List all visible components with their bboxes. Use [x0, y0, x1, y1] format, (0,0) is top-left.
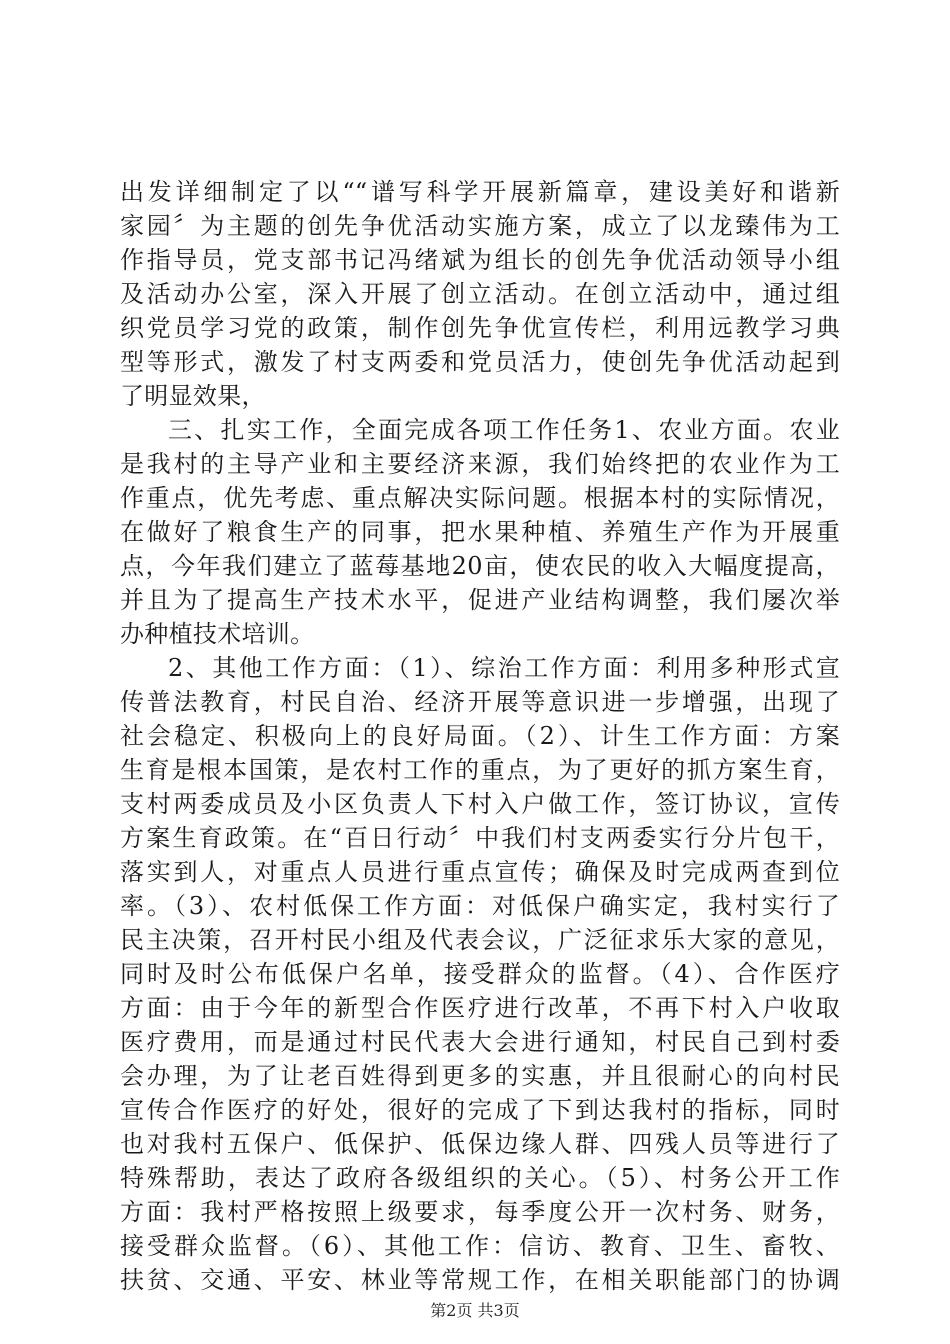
text-line: 方面：由于今年的新型合作医疗进行改革，不再下村入户收取 [120, 994, 840, 1022]
text-line: 点，今年我们建立了蓝莓基地20亩，使农民的收入大幅度提高， [120, 552, 840, 580]
text-line: 方案生育政策。在“百日行动〞中我们村支两委实行分片包干， [120, 824, 840, 852]
page-number-footer: 第2页 共3页 [430, 1301, 520, 1320]
text-line: 落实到人，对重点人员进行重点宣传；确保及时完成两查到位 [120, 858, 840, 886]
text-line: 率。（3）、农村低保工作方面：对低保户确实定，我村实行了 [120, 892, 840, 920]
text-line: 传普法教育，村民自治、经济开展等意识进一步增强，出现了 [120, 688, 840, 716]
text-line: 出发详细制定了以““谱写科学开展新篇章，建设美好和谐新 [120, 178, 840, 206]
paragraph-start-line: 2、其他工作方面：（1）、综治工作方面：利用多种形式宣 [168, 654, 840, 682]
text-line: 及活动办公室，深入开展了创立活动。在创立活动中，通过组 [120, 280, 840, 308]
text-line: 家园〞为主题的创先争优活动实施方案，成立了以龙臻伟为工 [120, 212, 840, 240]
text-line: 社会稳定、积极向上的良好局面。（2）、计生工作方面：方案 [120, 722, 840, 750]
paragraph-start-line: 三、扎实工作，全面完成各项工作任务1、农业方面。农业 [168, 416, 840, 444]
text-line: 医疗费用，而是通过村民代表大会进行通知，村民自己到村委 [120, 1028, 840, 1056]
text-line: 扶贫、交通、平安、林业等常规工作，在相关职能部门的协调 [120, 1266, 840, 1294]
text-line: 作指导员，党支部书记冯绪斌为组长的创先争优活动领导小组 [120, 246, 840, 274]
text-line: 会办理，为了让老百姓得到更多的实惠，并且很耐心的向村民 [120, 1062, 840, 1090]
text-line: 接受群众监督。（6）、其他工作：信访、教育、卫生、畜牧、 [120, 1232, 840, 1260]
text-line: 办种植技术培训。 [120, 620, 315, 648]
text-line: 并且为了提高生产技术水平，促进产业结构调整，我们屡次举 [120, 586, 840, 614]
text-line: 同时及时公布低保户名单，接受群众的监督。（4）、合作医疗 [120, 960, 840, 988]
text-line: 特殊帮助，表达了政府各级组织的关心。（5）、村务公开工作 [120, 1164, 840, 1192]
text-line: 也对我村五保户、低保护、低保边缘人群、四残人员等进行了 [120, 1130, 840, 1158]
text-line: 生育是根本国策，是农村工作的重点，为了更好的抓方案生育， [120, 756, 840, 784]
text-line: 方面：我村严格按照上级要求，每季度公开一次村务、财务， [120, 1198, 840, 1226]
text-line: 作重点，优先考虑、重点解决实际问题。根据本村的实际情况， [120, 484, 840, 512]
text-line: 在做好了粮食生产的同事，把水果种植、养殖生产作为开展重 [120, 518, 840, 546]
text-line: 型等形式，激发了村支两委和党员活力，使创先争优活动起到 [120, 348, 840, 376]
text-line: 是我村的主导产业和主要经济来源，我们始终把的农业作为工 [120, 450, 840, 478]
text-line: 支村两委成员及小区负责人下村入户做工作，签订协议，宣传 [120, 790, 840, 818]
text-line: 民主决策，召开村民小组及代表会议，广泛征求乐大家的意见， [120, 926, 840, 954]
text-line: 宣传合作医疗的好处，很好的完成了下到达我村的指标，同时 [120, 1096, 840, 1124]
text-line: 了明显效果， [120, 382, 266, 410]
text-line: 织党员学习党的政策，制作创先争优宣传栏，利用远教学习典 [120, 314, 840, 342]
